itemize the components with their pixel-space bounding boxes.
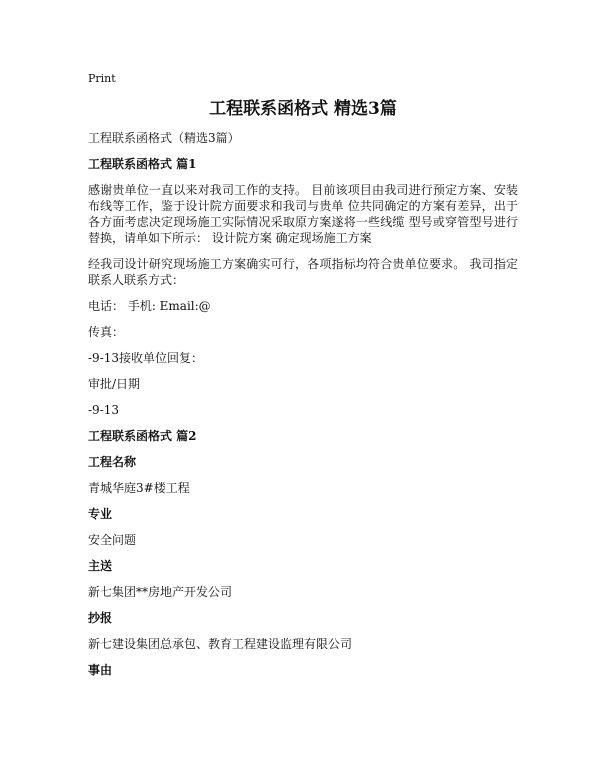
cc-label: 抄报 [88,611,113,625]
section-heading-1: 工程联系函格式 篇1 [88,157,197,171]
cc-value: 新七建设集团总承包、教育工程建设监理有限公司 [88,637,353,651]
specialty-label: 专业 [88,507,113,521]
specialty-value: 安全问题 [88,533,137,547]
main-recipient-label: 主送 [88,559,113,573]
main-recipient-value: 新七集团**房地产开发公司 [88,585,233,599]
document-subtitle: 工程联系函格式（精选3篇） [88,131,240,145]
contact-line: 电话： 手机: Email:@ [88,299,211,313]
subject-label: 事由 [88,663,113,677]
document-page [88,72,518,688]
print-link[interactable]: Print [88,72,116,85]
fax-line: 传真： [88,325,125,339]
section-heading-2: 工程联系函格式 篇2 [88,429,197,443]
section1-paragraph-2: 经我司设计研究现场施工方案确实可行，各项指标均符合贵单位要求。 我司指定联系人联系方式： [88,257,518,287]
project-name-label: 工程名称 [88,455,137,469]
date-line: -9-13 [88,403,120,417]
section1-paragraph-1: 感谢贵单位一直以来对我司工作的支持。 目前该项目由我司进行预定方案、安装布线等工作，鉴于设计院方面要求和我司与贵单 位共同确定的方案有差异，出于各方面考虑决定现场施工实际情况采取原方案遂将一些线缆 型号或穿管型号进行替换，请单如下所示： 设计院方案 确定现场施工方案 [88,183,518,245]
reply-line: -9-13接收单位回复： [88,351,204,365]
page-title: 工程联系函格式 精选3篇 [209,99,397,119]
approval-line: 审批/日期 [88,377,141,391]
project-name-value: 青城华庭3#楼工程 [88,481,190,495]
